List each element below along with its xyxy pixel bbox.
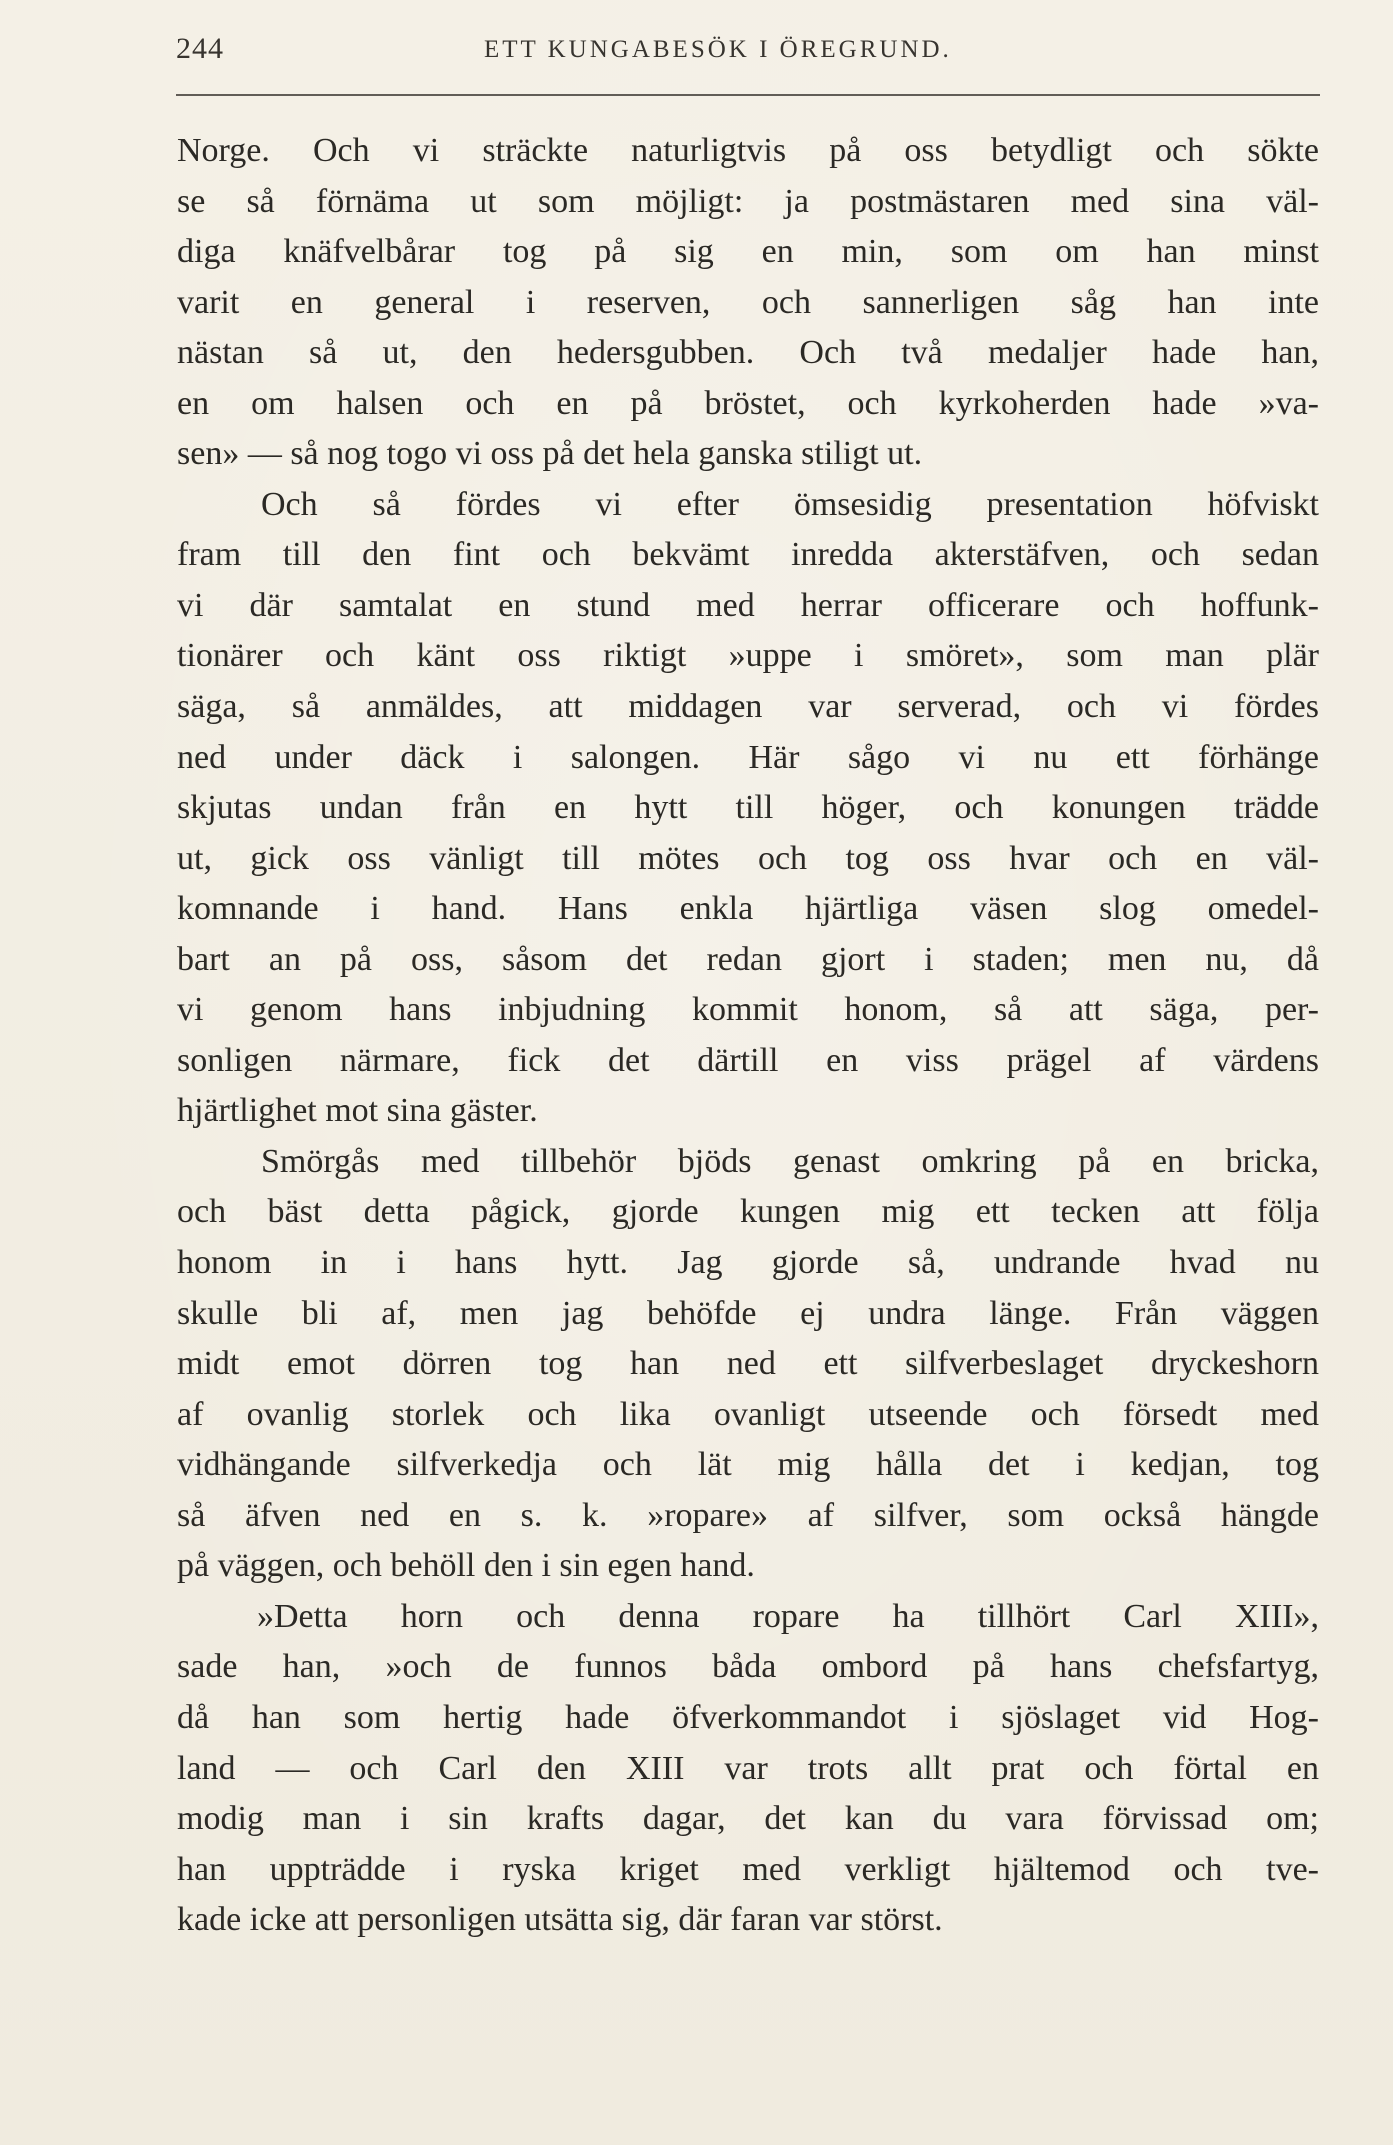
page-number: 244: [176, 32, 224, 65]
text-line-22: och bäst detta pågick, gjorde kungen mig ett tecken att följa: [177, 1193, 1319, 1231]
text-line-24: skulle bli af, men jag behöfde ej undra länge. Från väggen: [177, 1294, 1319, 1332]
text-line-11: tionärer och känt oss riktigt »uppe i smöret», som man plär: [177, 637, 1319, 675]
text-line-15: ut, gick oss vänligt till mötes och tog oss hvar och en väl-: [177, 839, 1319, 877]
text-line-21: Smörgås med tillbehör bjöds genast omkring på en bricka,: [261, 1142, 1319, 1180]
text-line-26: af ovanlig storlek och lika ovanligt utseende och försedt med: [177, 1395, 1319, 1433]
text-line-2: se så förnäma ut som möjligt: ja postmästaren med sina väl-: [177, 182, 1319, 220]
text-line-33: land — och Carl den XIII var trots allt prat och förtal en: [177, 1749, 1319, 1787]
text-line-10: vi där samtalat en stund med herrar officerare och hoffunk-: [177, 586, 1319, 624]
header-rule: [176, 94, 1320, 96]
text-line-12: säga, så anmäldes, att middagen var serverad, och vi fördes: [177, 688, 1319, 726]
text-line-16: komnande i hand. Hans enkla hjärtliga väsen slog omedel-: [177, 890, 1319, 928]
text-line-14: skjutas undan från en hytt till höger, och konungen trädde: [177, 789, 1319, 827]
text-line-23: honom in i hans hytt. Jag gjorde så, undrande hvad nu: [177, 1244, 1319, 1282]
text-line-5: nästan så ut, den hedersgubben. Och två medaljer hade han,: [177, 334, 1319, 372]
text-line-31: sade han, »och de funnos båda ombord på hans chefsfartyg,: [177, 1648, 1319, 1686]
text-line-27: vidhängande silfverkedja och lät mig hålla det i kedjan, tog: [177, 1446, 1319, 1484]
body-text: [177, 126, 1319, 1946]
text-line-35: han uppträdde i ryska kriget med verkligt hjältemod och tve-: [177, 1850, 1319, 1888]
text-line-19: sonligen närmare, fick det därtill en viss prägel af värdens: [177, 1041, 1319, 1079]
text-line-25: midt emot dörren tog han ned ett silfverbeslaget dryckeshorn: [177, 1345, 1319, 1383]
text-line-8: Och så fördes vi efter ömsesidig presentation höfviskt: [261, 485, 1319, 523]
text-line-4: varit en general i reserven, och sannerligen såg han inte: [177, 283, 1319, 321]
text-line-9: fram till den fint och bekvämt inredda akterstäfven, och sedan: [177, 536, 1319, 574]
text-line-32: då han som hertig hade öfverkommandot i sjöslaget vid Hog-: [177, 1698, 1319, 1736]
text-line-28: så äfven ned en s. k. »ropare» af silfver, som också hängde: [177, 1496, 1319, 1534]
text-line-30: »Detta horn och denna ropare ha tillhört Carl XIII»,: [257, 1597, 1319, 1635]
running-title: ETT KUNGABESÖK I ÖREGRUND.: [484, 36, 952, 63]
text-line-1: Norge. Och vi sträckte naturligtvis på oss betydligt och sökte: [177, 132, 1319, 169]
text-line-36: kade icke att personligen utsätta sig, där faran var störst.: [177, 1901, 943, 1939]
text-line-20: hjärtlighet mot sina gäster.: [177, 1092, 538, 1130]
text-line-17: bart an på oss, såsom det redan gjort i staden; men nu, då: [177, 940, 1319, 978]
text-line-29: på väggen, och behöll den i sin egen hand.: [177, 1547, 755, 1585]
text-line-18: vi genom hans inbjudning kommit honom, så att säga, per-: [177, 991, 1319, 1029]
text-line-3: diga knäfvelbårar tog på sig en min, som om han minst: [177, 233, 1319, 271]
text-line-7: sen» — så nog togo vi oss på det hela ganska stiligt ut.: [177, 435, 923, 473]
text-line-6: en om halsen och en på bröstet, och kyrkoherden hade »va-: [177, 384, 1319, 422]
running-head: [176, 28, 1320, 80]
text-line-13: ned under däck i salongen. Här sågo vi nu ett förhänge: [177, 738, 1319, 776]
text-line-34: modig man i sin krafts dagar, det kan du vara förvissad om;: [177, 1800, 1319, 1838]
